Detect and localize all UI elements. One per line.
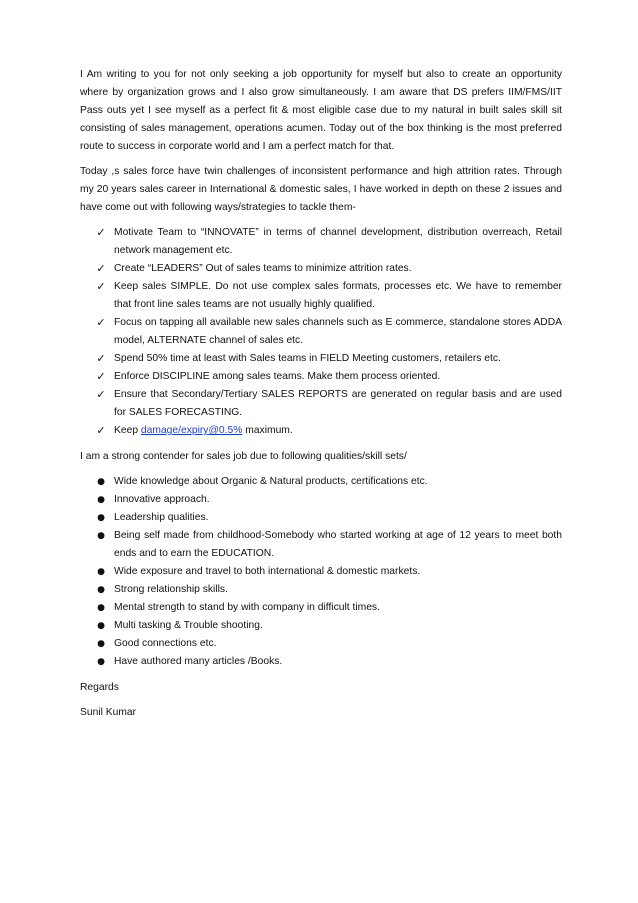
signature-name: Sunil Kumar [80,707,137,718]
bullet-icon: ● [97,657,105,667]
strategy-list [80,224,562,440]
check-mark-icon: ✓ [96,388,106,401]
challenges-paragraph: Today ,s sales force have twin challenges of inconsistent performance and high attrition rates. Through my 20 years sales career in International & domestic sales, I have worked in depth on these 2 issues and have come out with following ways/strategies to tackle them- [80,166,562,213]
quality-item [80,581,562,599]
check-mark-icon: ✓ [96,280,106,293]
strategy-item [80,278,562,314]
quality-item [80,527,562,563]
strategy-item [80,260,562,278]
check-mark-icon: ✓ [96,370,106,383]
quality-text: Being self made from childhood-Somebody who started working at age of 12 years to meet both ends and to earn the EDUCATION. [114,530,562,559]
quality-text: Innovative approach. [114,494,210,505]
quality-text: Leadership qualities. [114,512,209,523]
strategy-text: Create “LEADERS” Out of sales teams to minimize attrition rates. [114,263,412,274]
quality-item [80,509,562,527]
check-mark-icon: ✓ [96,352,106,365]
strategy-text: Spend 50% time at least with Sales teams in FIELD Meeting customers, retailers etc. [114,353,501,364]
bullet-icon: ● [97,531,105,541]
strategy-item [80,224,562,260]
strategy-item [80,350,562,368]
strategy-text: Focus on tapping all available new sales channels such as E commerce, standalone stores ADDA model, ALTERNATE channel of sales etc. [114,317,562,346]
quality-text: Mental strength to stand by with company in difficult times. [114,602,380,613]
bullet-icon: ● [97,639,105,649]
bullet-icon: ● [97,513,105,523]
contender-paragraph: I am a strong contender for sales job due to following qualities/skill sets/ [80,451,407,462]
quality-item [80,635,562,653]
check-mark-icon: ✓ [96,226,106,239]
bullet-icon: ● [97,603,105,613]
quality-text: Have authored many articles /Books. [114,656,283,667]
qualities-list [80,473,562,671]
quality-text: Strong relationship skills. [114,584,228,595]
check-mark-icon: ✓ [96,424,106,437]
strategy-text: Ensure that Secondary/Tertiary SALES REPORTS are generated on regular basis and are used for SALES FORECASTING. [114,389,562,418]
strategy-text-prefix: Keep [114,425,141,436]
quality-text: Wide exposure and travel to both international & domestic markets. [114,566,421,577]
strategy-item [80,386,562,422]
strategy-text: Motivate Team to “INNOVATE” in terms of channel development, distribution overreach, Retail network management etc. [114,227,562,256]
bullet-icon: ● [97,585,105,595]
bullet-icon: ● [97,567,105,577]
strategy-text-suffix: maximum. [242,425,293,436]
bullet-icon: ● [97,621,105,631]
intro-paragraph: I Am writing to you for not only seeking a job opportunity for myself but also to create an opportunity where by organization grows and I also grow simultaneously. I am aware that DS prefers IIM/FMS/IIT Pass outs yet I see myself as a perfect fit & most eligible case due to my natural in built sales skill sit consisting of sales management, operations acumen. Today out of the box thinking is the most preferred route to success in corporate world and I am a perfect match for that. [80,69,562,152]
closing-salutation: Regards [80,682,119,693]
damage-expiry-link[interactable]: damage/expiry@0.5% [140,425,243,436]
letter-page [80,66,562,729]
quality-item [80,491,562,509]
quality-text: Wide knowledge about Organic & Natural products, certifications etc. [114,476,428,487]
strategy-text: Keep sales SIMPLE. Do not use complex sales formats, processes etc. We have to remember that front line sales teams are not usually highly qualified. [114,281,562,310]
strategy-item [80,422,562,440]
quality-item [80,617,562,635]
quality-item [80,563,562,581]
strategy-item [80,368,562,386]
quality-item [80,653,562,671]
quality-item [80,473,562,491]
quality-text: Multi tasking & Trouble shooting. [114,620,263,631]
quality-text: Good connections etc. [114,638,217,649]
bullet-icon: ● [97,477,105,487]
strategy-text: Enforce DISCIPLINE among sales teams. Make them process oriented. [114,371,441,382]
check-mark-icon: ✓ [96,262,106,275]
strategy-item [80,314,562,350]
bullet-icon: ● [97,495,105,505]
check-mark-icon: ✓ [96,316,106,329]
quality-item [80,599,562,617]
